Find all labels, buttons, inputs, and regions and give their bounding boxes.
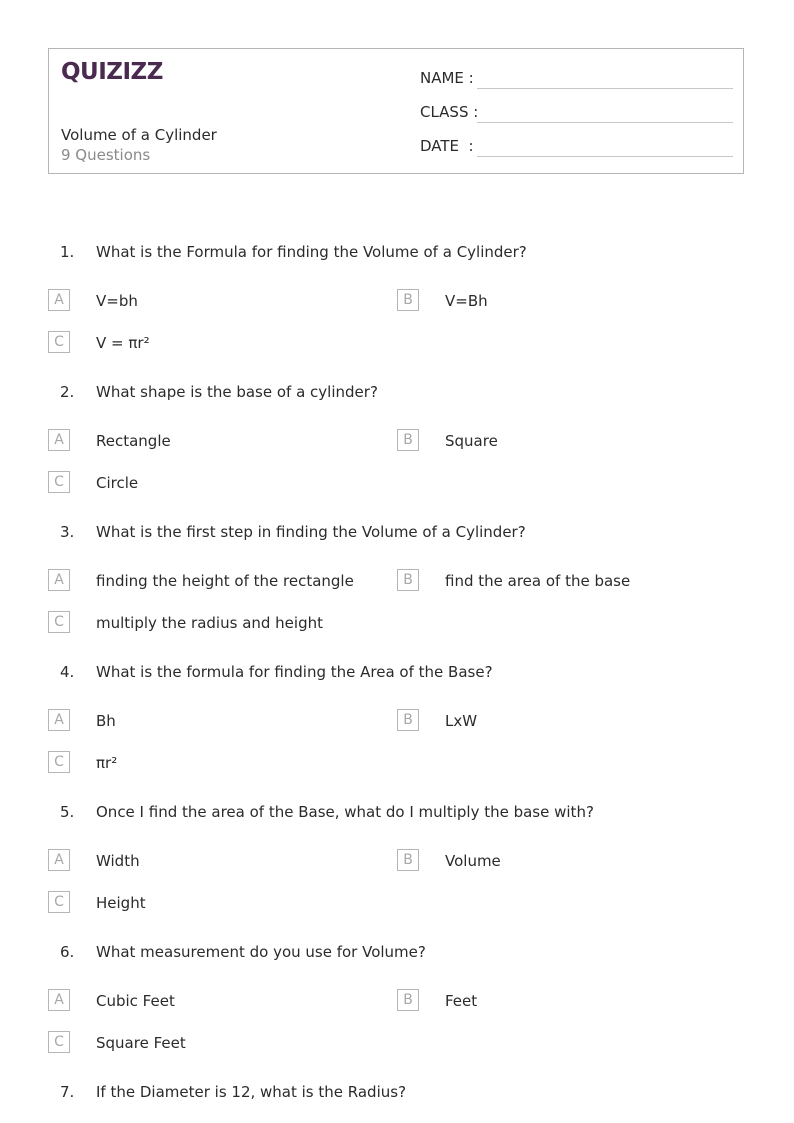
option-text: Square xyxy=(445,432,498,450)
class-label: CLASS : xyxy=(420,103,479,121)
option-letter-box: B xyxy=(397,289,419,311)
option-letter-box: B xyxy=(397,849,419,871)
question-number: 3. xyxy=(60,523,75,541)
question-text: If the Diameter is 12, what is the Radius? xyxy=(96,1083,407,1101)
name-line xyxy=(477,88,733,89)
option-text: Square Feet xyxy=(96,1034,186,1052)
question-text: What is the formula for finding the Area of the Base? xyxy=(96,663,493,681)
option-text: V = πr² xyxy=(96,334,150,352)
question-number: 6. xyxy=(60,943,75,961)
option-letter-box: C xyxy=(48,471,70,493)
option-letter-box: A xyxy=(48,989,70,1011)
option-letter-box: B xyxy=(397,989,419,1011)
question-number: 4. xyxy=(60,663,75,681)
option-letter-box: C xyxy=(48,751,70,773)
option-text: Bh xyxy=(96,712,116,730)
worksheet-header xyxy=(48,48,744,174)
option-letter-box: A xyxy=(48,429,70,451)
option-text: πr² xyxy=(96,754,118,772)
option-letter-box: C xyxy=(48,1031,70,1053)
option-letter-box: A xyxy=(48,709,70,731)
question-number: 5. xyxy=(60,803,75,821)
question-number: 2. xyxy=(60,383,75,401)
question-text: Once I find the area of the Base, what do I multiply the base with? xyxy=(96,803,594,821)
option-letter-box: C xyxy=(48,331,70,353)
option-letter-box: B xyxy=(397,429,419,451)
question-text: What is the first step in finding the Volume of a Cylinder? xyxy=(96,523,526,541)
question-text: What measurement do you use for Volume? xyxy=(96,943,426,961)
option-text: Feet xyxy=(445,992,478,1010)
question-text: What shape is the base of a cylinder? xyxy=(96,383,378,401)
option-letter-box: C xyxy=(48,891,70,913)
option-text: V=bh xyxy=(96,292,138,310)
option-letter-box: C xyxy=(48,611,70,633)
option-text: multiply the radius and height xyxy=(96,614,323,632)
question-number: 1. xyxy=(60,243,75,261)
question-text: What is the Formula for finding the Volume of a Cylinder? xyxy=(96,243,527,261)
date-field xyxy=(420,137,474,155)
option-text: V=Bh xyxy=(445,292,488,310)
question-count: 9 Questions xyxy=(61,146,151,164)
option-text: finding the height of the rectangle xyxy=(96,572,354,590)
option-text: Height xyxy=(96,894,146,912)
option-text: Width xyxy=(96,852,140,870)
class-field xyxy=(420,103,478,121)
option-letter-box: B xyxy=(397,569,419,591)
option-text: Volume xyxy=(445,852,501,870)
quizizz-logo: QUIZIZZ xyxy=(61,59,163,85)
class-line xyxy=(477,122,733,123)
date-label: DATE : xyxy=(420,137,474,155)
option-text: Cubic Feet xyxy=(96,992,175,1010)
worksheet-title: Volume of a Cylinder xyxy=(61,126,217,144)
option-text: LxW xyxy=(445,712,478,730)
option-letter-box: A xyxy=(48,849,70,871)
name-field xyxy=(420,69,474,87)
name-label: NAME : xyxy=(420,69,474,87)
option-letter-box: A xyxy=(48,289,70,311)
option-letter-box: A xyxy=(48,569,70,591)
option-letter-box: B xyxy=(397,709,419,731)
option-text: Circle xyxy=(96,474,139,492)
question-number: 7. xyxy=(60,1083,75,1101)
date-line xyxy=(477,156,733,157)
option-text: find the area of the base xyxy=(445,572,631,590)
option-text: Rectangle xyxy=(96,432,171,450)
